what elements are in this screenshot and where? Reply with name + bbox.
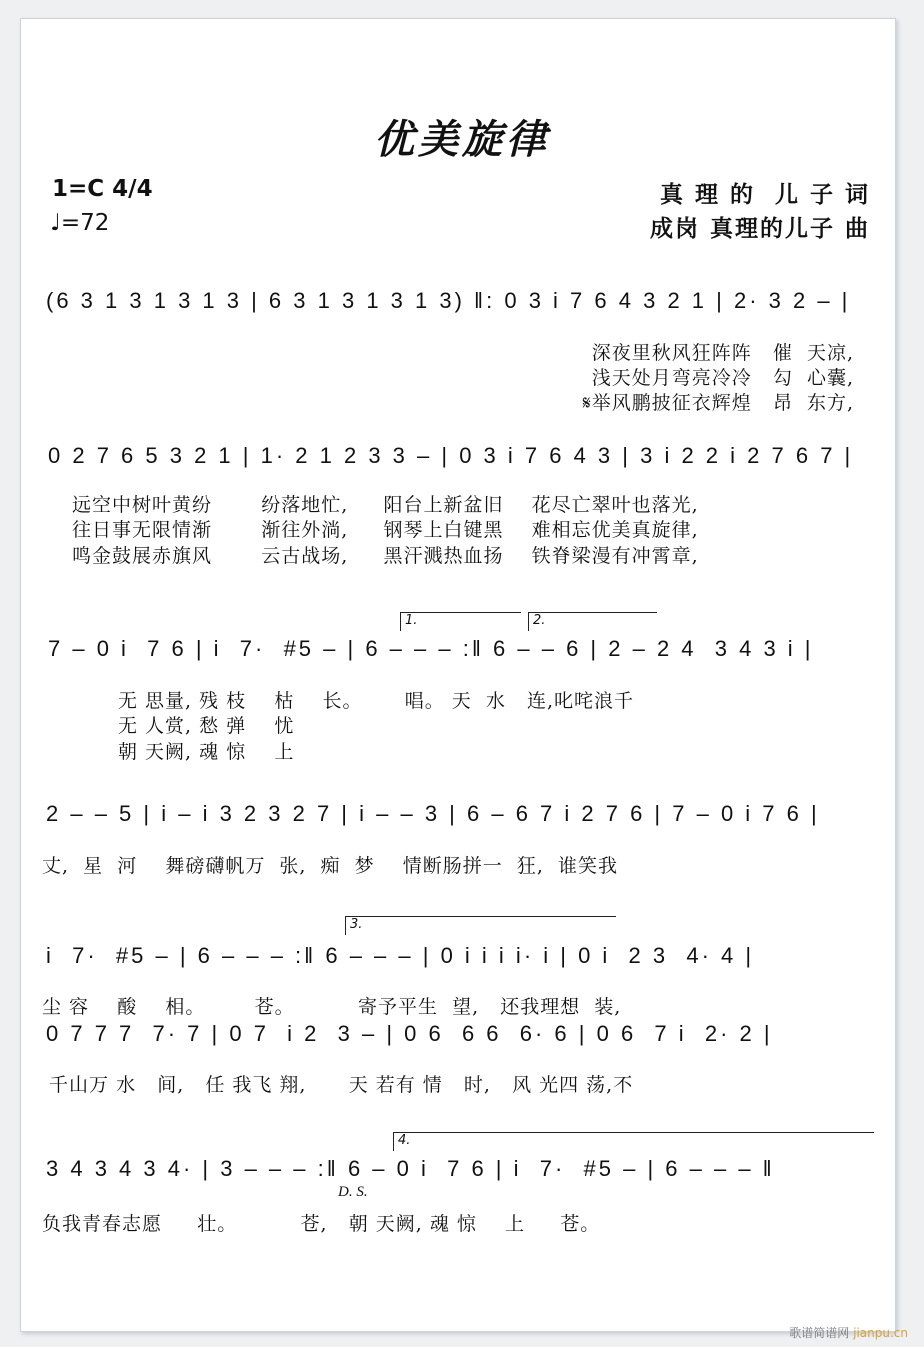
notation-line: (6 3 1 3 1 3 1 3 | 6 3 1 3 1 3 1 3) ‖: 0 3 i 7 6 4 3 2 1 | 2· 3 2 – |: [46, 288, 851, 313]
volta-bracket-2: 2.: [528, 612, 657, 631]
notation-line-2: 0 7 7 7 7· 7 | 0 7 i 2 3 – | 0 6 6 6 6· 6 | 0 6 7 i 2· 2 |: [46, 1021, 773, 1046]
lyric-verse-3: 𝄋举风鹏披征衣辉煌 昂 东方,: [582, 392, 854, 414]
lyric-verse-2: 浅天处月弯亮冷冷 勾 心囊,: [591, 367, 854, 389]
dal-segno-marking: D. S.: [338, 1184, 368, 1200]
lyric-line: 负我青春志愿 壮。 苍, 朝 天阙, 魂 惊 上 苍。: [42, 1213, 601, 1235]
lyric-verse-1: 无 思量, 残 枝 枯 长。 唱。 天 水 连,叱咤浪千: [118, 690, 634, 712]
notation-line: 7 – 0 i 7 6 | i 7· #5 – | 6 – – – :‖ 6 – – 6 | 2 – 2 4 3 4 3 i |: [48, 636, 814, 661]
notation-line: 3 4 3 4 3 4· | 3 – – – :‖ 6 – 0 i 7 6 | i 7· #5 – | 6 – – – ‖: [46, 1156, 775, 1181]
key-signature: 1=C 4/4: [52, 176, 153, 202]
notation-line: 0 2 7 6 5 3 2 1 | 1· 2 1 2 3 3 – | 0 3 i 7 6 4 3 | 3 i 2 2 i 2 7 6 7 |: [48, 443, 854, 468]
lyric-verse-2: 往日事无限情渐 渐往外淌, 钢琴上白键黑 难相忘优美真旋律,: [72, 519, 699, 541]
lyric-verse-1: 远空中树叶黄纷 纷落地忙, 阳台上新盆旧 花尽亡翠叶也落光,: [72, 494, 699, 516]
lyric-verse-2: 无 人赏, 愁 弹 忧: [118, 715, 295, 737]
lyricist-credit: 真 理 的 儿 子 词: [659, 181, 870, 208]
lyric-verse-3: 朝 天阙, 魂 惊 上: [118, 741, 295, 763]
volta-bracket-4: 4.: [393, 1132, 874, 1151]
lyric-verse-1: 深夜里秋风狂阵阵 催 天凉,: [591, 342, 854, 364]
composer-credit: 成岗 真理的儿子 曲: [649, 215, 870, 242]
song-title: 优美旋律: [374, 116, 550, 163]
lyric-line: 丈, 星 河 舞磅礴帆万 张, 痴 梦 情断肠拼一 狂, 谁笑我: [42, 855, 618, 877]
volta-bracket-3: 3.: [345, 916, 616, 935]
watermark: 歌谱简谱网 jianpu.cn: [789, 1326, 908, 1340]
lyric-verse-3: 鸣金鼓展赤旗风 云古战场, 黑汗溅热血扬 铁脊梁漫有冲霄章,: [72, 545, 699, 567]
tempo-marking: ♩=72: [50, 210, 110, 236]
lyric-line-2: 千山万 水 间, 任 我飞 翔, 天 若有 情 时, 风 光四 荡,不: [42, 1074, 634, 1096]
lyric-line: 尘 容 酸 相。 苍。 寄予平生 望, 还我理想 装,: [42, 996, 622, 1018]
volta-bracket-1: 1.: [400, 612, 521, 631]
notation-line: i 7· #5 – | 6 – – – :‖ 6 – – – | 0 i i i i· i | 0 i 2 3 4· 4 |: [46, 943, 755, 968]
notation-line: 2 – – 5 | i – i 3 2 3 2 7 | i – – 3 | 6 – 6 7 i 2 7 6 | 7 – 0 i 7 6 |: [46, 801, 820, 826]
